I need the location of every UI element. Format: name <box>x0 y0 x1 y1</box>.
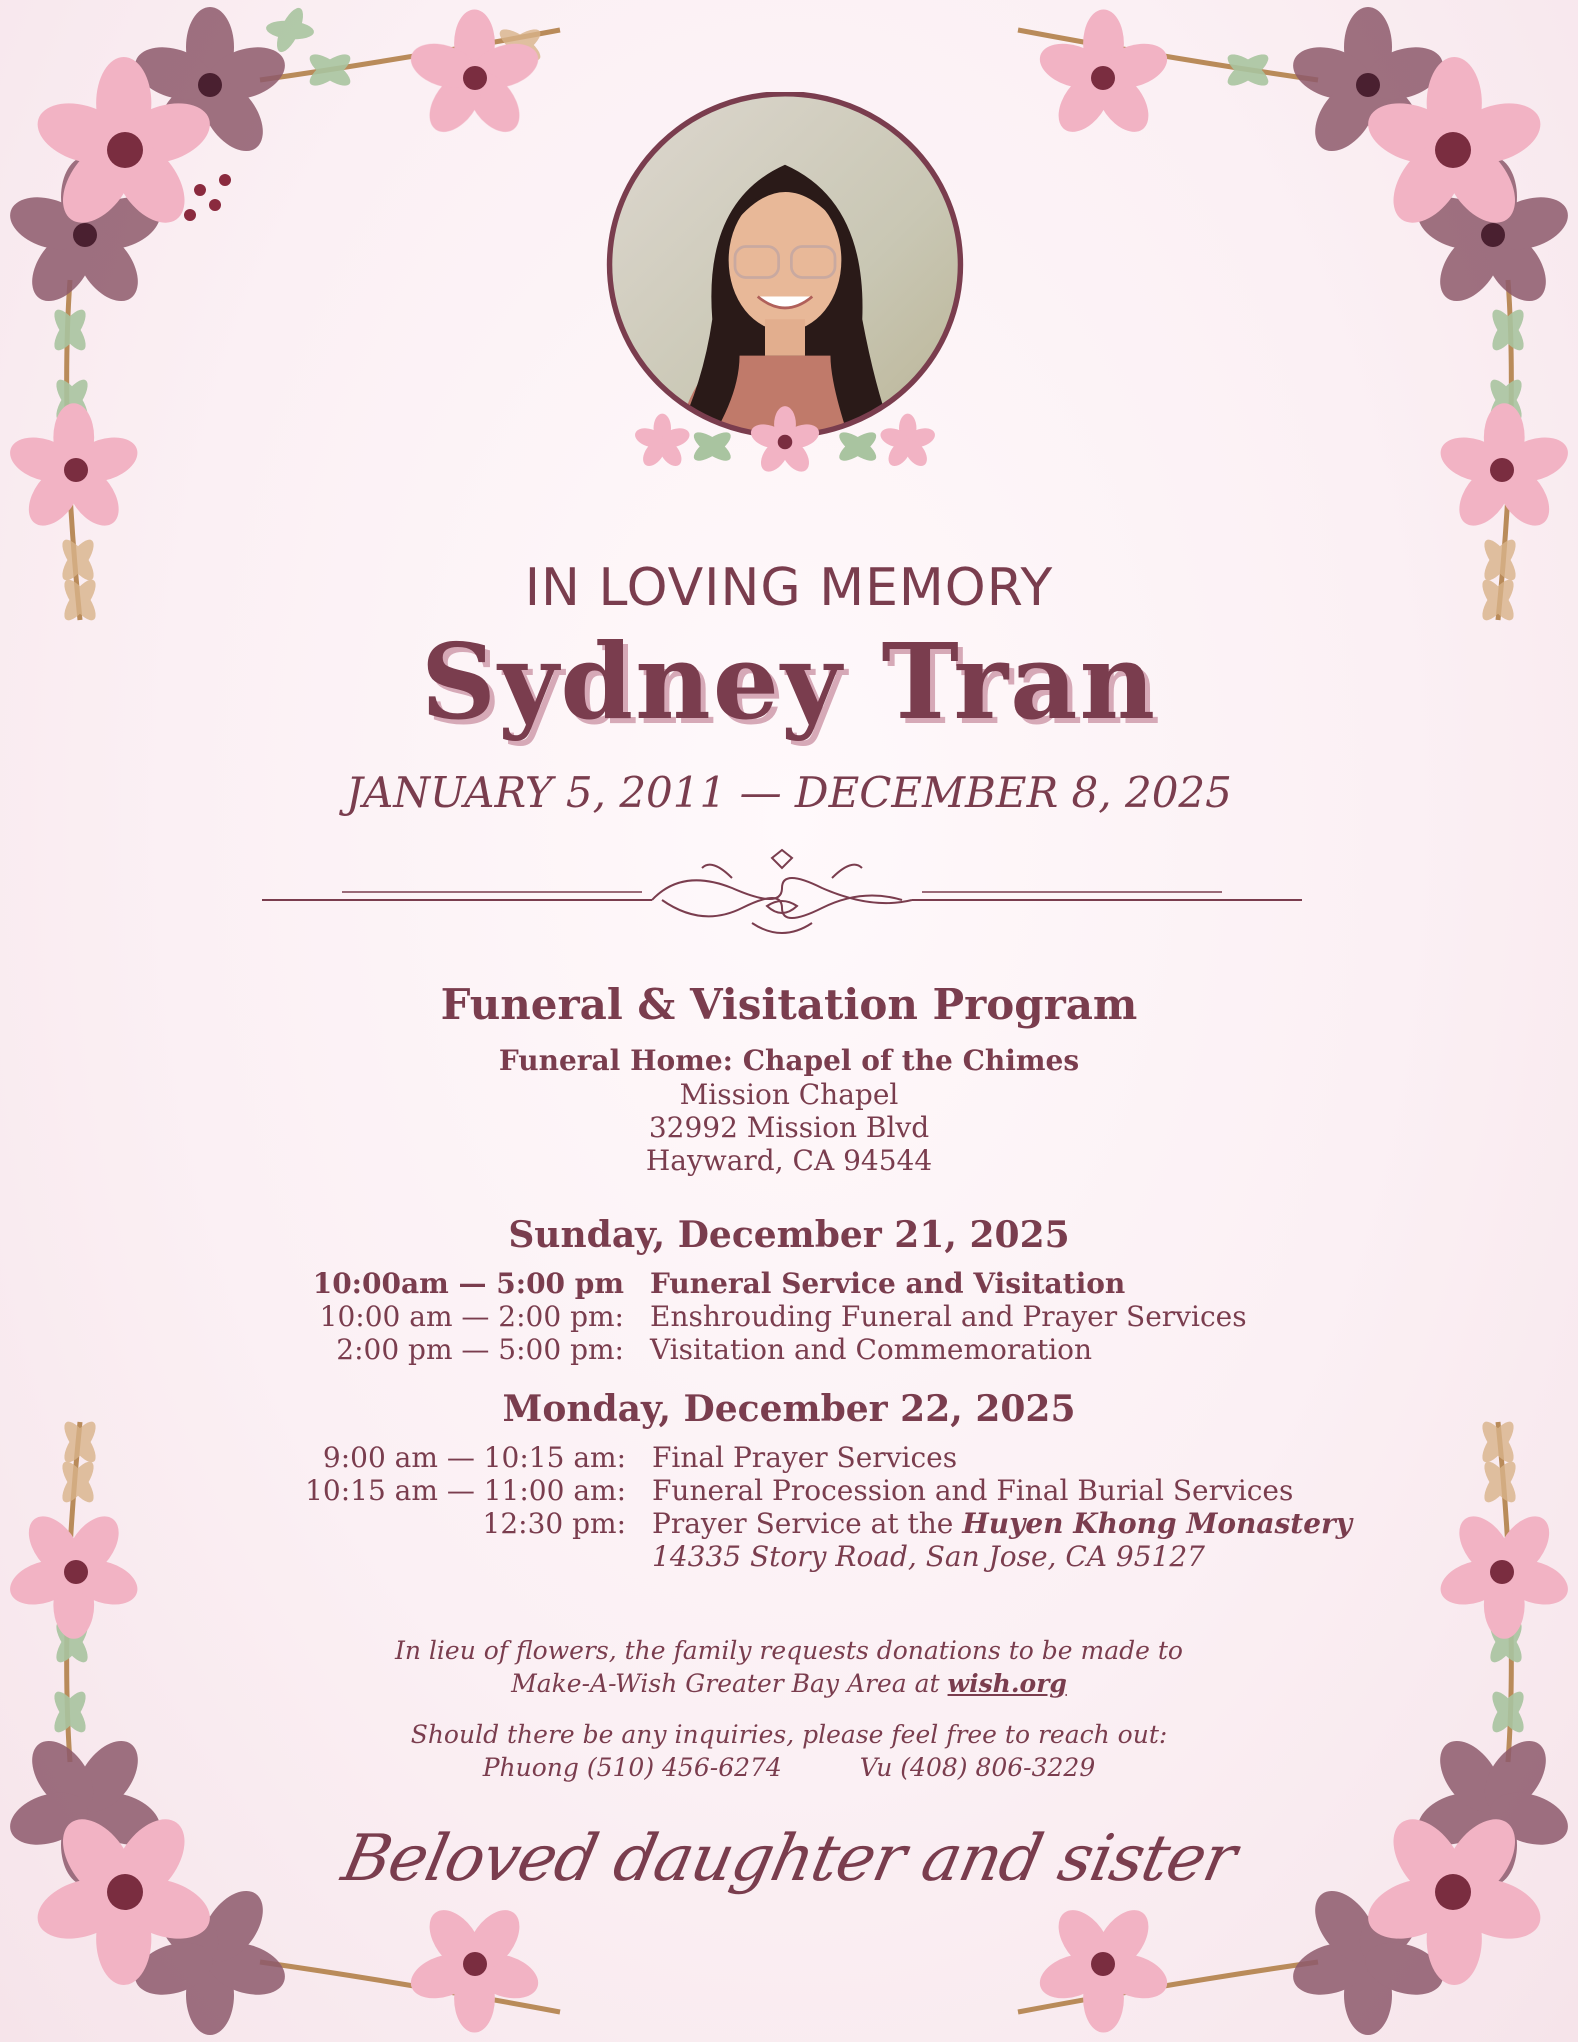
signoff-script: Beloved daughter and sister <box>335 1822 1243 1896</box>
schedule-row <box>0 1267 1247 1300</box>
schedule-time: 12:30 pm: <box>482 1507 626 1540</box>
schedule-time <box>0 1540 652 1573</box>
schedule-time: 10:00am — 5:00 pm <box>312 1267 624 1300</box>
schedule-row <box>0 1300 1247 1333</box>
schedule-event <box>652 1507 1352 1540</box>
schedule-event: Final Prayer Services <box>652 1441 958 1474</box>
life-dates: JANUARY 5, 2011 — DECEMBER 8, 2025 <box>346 768 1232 817</box>
schedule-time: 10:00 am — 2:00 pm: <box>319 1300 624 1333</box>
ornamental-divider <box>262 848 1302 948</box>
chapel-name: Mission Chapel <box>679 1078 899 1111</box>
schedule-time: 10:15 am — 11:00 am: <box>305 1474 626 1507</box>
portrait-photo <box>585 92 985 492</box>
schedule-event: Funeral Service and Visitation <box>650 1267 1126 1300</box>
funeral-home-label: Funeral Home: Chapel of the Chimes <box>498 1044 1080 1077</box>
contact-phuong: Phuong (510) 456-6274 <box>482 1753 782 1782</box>
monday-date-heading: Monday, December 22, 2025 <box>502 1388 1076 1430</box>
monday-schedule <box>0 1441 1352 1573</box>
in-loving-memory-heading: IN LOVING MEMORY <box>524 558 1054 618</box>
schedule-row <box>0 1507 1352 1540</box>
schedule-row <box>0 1540 1352 1573</box>
chapel-city: Hayward, CA 94544 <box>645 1144 933 1177</box>
sunday-date-heading: Sunday, December 21, 2025 <box>508 1214 1070 1256</box>
schedule-time: 2:00 pm — 5:00 pm: <box>336 1333 624 1366</box>
schedule-row <box>0 1333 1247 1366</box>
monastery-name: Huyen Khong Monastery <box>962 1507 1353 1540</box>
donation-note <box>0 1634 1578 1700</box>
schedule-row <box>0 1474 1352 1507</box>
schedule-event: Enshrouding Funeral and Prayer Services <box>650 1300 1247 1333</box>
schedule-row <box>0 1441 1352 1474</box>
deceased-name: Sydney Tran <box>420 620 1158 743</box>
schedule-event: Funeral Procession and Final Burial Services <box>652 1474 1294 1507</box>
chapel-street: 32992 Mission Blvd <box>648 1111 930 1144</box>
monastery-address: 14335 Story Road, San Jose, CA 95127 <box>652 1540 1205 1573</box>
inquiry-note <box>0 1718 1578 1784</box>
program-title: Funeral & Visitation Program <box>440 980 1138 1029</box>
inquiry-line: Should there be any inquiries, please feel free to reach out: <box>410 1720 1168 1749</box>
wish-org-link[interactable]: wish.org <box>947 1669 1067 1698</box>
schedule-event: Visitation and Commemoration <box>650 1333 1093 1366</box>
schedule-time: 9:00 am — 10:15 am: <box>322 1441 626 1474</box>
sunday-schedule <box>0 1267 1247 1366</box>
event-prefix: Prayer Service at the <box>652 1507 963 1540</box>
donation-line: In lieu of flowers, the family requests donations to be made to <box>395 1636 1183 1665</box>
contact-vu: Vu (408) 806-3229 <box>859 1753 1096 1782</box>
donation-org: Make-A-Wish Greater Bay Area at <box>511 1669 948 1698</box>
